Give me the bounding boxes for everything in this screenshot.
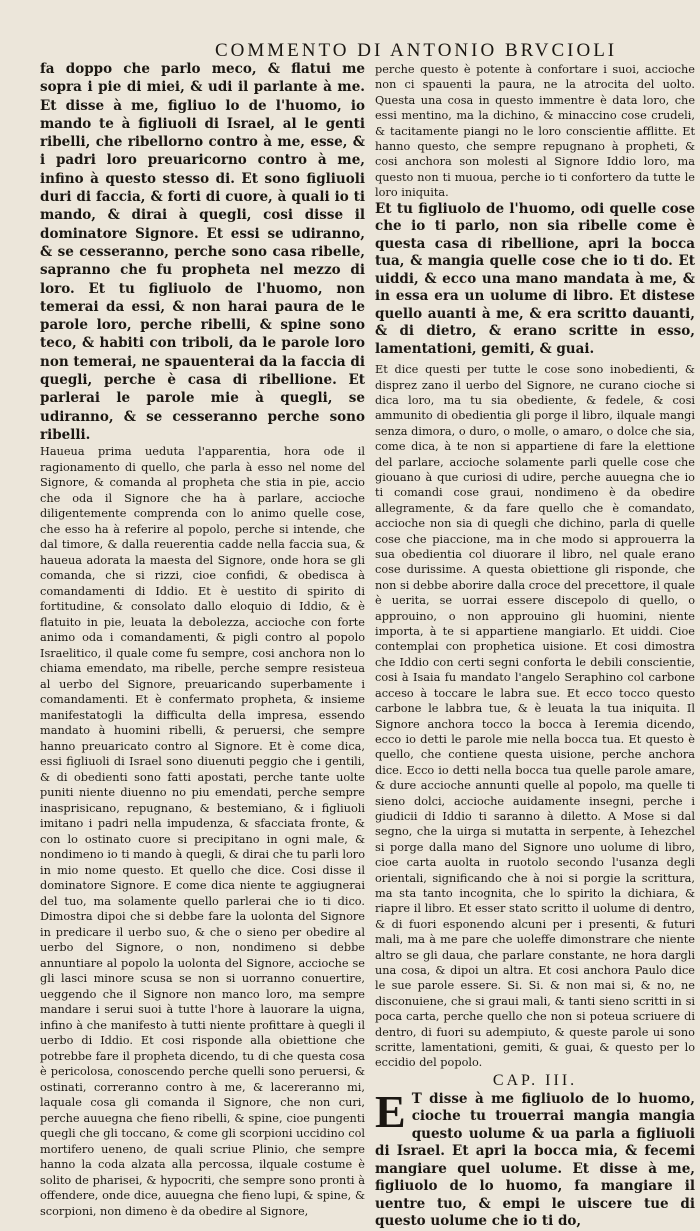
- running-head: COMMENTO DI ANTONIO BRVCIOLI: [215, 40, 618, 61]
- chapter-text: [375, 1085, 695, 1231]
- scripture-passage: fa doppo che parlo meco, & flatui me sopra i pie di miei, & udi il parlante à me. Et disse à me, figliuo lo de l'huomo, io mando te à figliuoli di Israel, al le genti ribelli, che ribellorno contro à me, esse, & i padri loro preuaricorno contro à me, infino à questo stesso di. Et sono figliuoli duri di faccia, & forti di cuore, à quali io ti mando, & dirai à quegli, cosi disse il dominatore Signore. Et essi se udiranno, & se cesseranno, perche sono casa ribelle, sapranno che fu propheta nel mezzo di loro. Et tu figliuolo de l'huomo, non temerai da essi, & non harai paura de le parole loro, perche ribelli, & spine sono teco, & habiti con triboli, da le parole loro non temerai, ne spauenterai da la faccia di quegli, perche è casa di ribellione. Et parlerai le parole mie à quegli, se udiranno, & se cesseranno perche sono ribelli.: [40, 61, 365, 443]
- chapter-heading: CAP. III.: [492, 1071, 578, 1089]
- drop-cap: E: [375, 1085, 406, 1137]
- commentary-passage: Et dice questi per tutte le cose sono inobedienti, & disprez zano il uerbo del Signore, ne curano cioche si dica loro, ma tu sia obediente, & fedele, & cosi ammunito di obedientia gli porge il libro, ilquale mangi senza dimora, o duro, o molle, o amaro, o dolce che sia, come dica, à te non si appartiene di fare la elettione del parlare, accioche solamente parli quelle cose che giouano à que curiosi di udire, perche auuegna che io ti comandi cose graui, nondimeno è da obedire allegramente, & da fare quello che è comandato, accioche non sia di quegli che dichino, parla di quelle cose che piaccione, ma in che modo si approuerra la sua obedientia col diuorare il libro, nel quale erano cose durissime. A questa obiettione gli risponde, che non si debbe aborire dalla croce del precettore, il quale è uerita, se uorrai essere discepolo di quello, o approuino, o non approuino gli huomini, niente importa, à te si appartiene mangiarlo. Et uiddi. Cioe contemplai con prophetica uisione. Et cosi dimostra che Iddio con certi segni conforta le debili conscientie, cosi à Isaia fu mandato l'angelo Seraphino col carbone acceso à toccare le labra sue. Et ecco tocco questo carbone le labbra tue, & è leuata la tua iniquita. Il Signore anchora tocco la bocca à Ieremia dicendo, ecco io detti le parole mie nella bocca tua. Et questo è quello, che contiene questa uisione, perche anchora dice. Ecco io detti nella bocca tua quelle parole amare, & dure accioche annunti quelle al popolo, ma quelle ti sieno dolci, accioche auidamente insegni, perche i giudicii di Iddio ti saranno à diletto. A Mose si dal segno, che la uirga si mutatta in serpente, à Iehezchel si porge dalla mano del Signore uno uolume di libro, cioe carta auolta in ruotolo secondo l'usanza degli orientali, significando che à noi si porgie la scrittura, ma sta tanto incognita, che lo spirito la dichiara, & riapre il libro. Et esser stato scritto il uolume di dentro, & di fuori esponendo alcuni per i presenti, & futuri mali, ma à me pare che uoleffe dimonstrare che niente altro se gli daua, che parlare constante, ne hora dargli una cosa, & dipoi un altra. Et cosi anchora Paulo dice le sue parole essere. Si. Si. & non mai si, & no, ne disconuiene, che si graui mali, & tanti sieno scritti in si poca carta, perche quello che non si poteua scriuere di dentro, di fuori su adempiuto, & queste parole ui sono scritte, lamentationi, gemiti, & guai, & questo per lo eccidio del popolo.: [375, 363, 695, 1070]
- left-column: [40, 60, 365, 1218]
- scripture-passage: Et tu figliuolo de l'huomo, odi quelle cose che io ti parlo, non sia ribelle come è questa casa di ribellione, apri la bocca tua, & mangia quelle cose che io ti do. Et uiddi, & ecco una mano mandata à me, & in essa era un uolume di libro. Et distese quello auanti à me, & era scritto dauanti, & di dietro, & erano scritte in esso, lamentationi, gemiti, & guai.: [375, 200, 695, 357]
- chapter-text-body: T disse à me figliuolo de lo huomo, cioche tu trouerrai mangia mangia questo uolume & ua parla a figliuoli di Israel. Et apri la bocca mia, & fecemi mangiare quel uolume. Et disse à me, figliuolo de lo huomo, fa mangiare il uentre tuo, & empi le uiscere tue di questo uolume che io ti do,: [375, 1090, 695, 1230]
- right-column: [375, 62, 695, 1230]
- commentary-continuation: perche questo è potente à confortare i suoi, accioche non ci spauenti la paura, ne la atrocita del uolto. Questa una cosa in questo immentre è data loro, che essi mentino, ma la dichino, & minaccino cose crudeli, & tacitamente piangi no le loro conscientie afflitte. Et hanno questo, che sempre repugnano à propheti, & cosi anchora son molesti al Signore Iddio loro, ma questo non ti muoua, perche io ti confortero da tutte le loro iniquita.: [375, 63, 695, 200]
- commentary-passage: Haueua prima ueduta l'apparentia, hora ode il ragionamento di quello, che parla à esso nel nome del Signore, & comanda al propheta che stia in pie, accio che oda il Signore che ha à parlare, accioche diligentemente comprenda con lo animo quelle cose, che esso ha à referire al popolo, perche si intende, che dal timore, & dalla reuerentia cadde nella faccia sua, & haueua adorata la maesta del Signore, onde hora se gli comanda, che si rizzi, cioe confidi, & obedisca à comandamenti di Iddio. Et è uestito di spirito di fortitudine, & consolato dallo eloquio di Iddio, & è flatuito in pie, leuata la debolezza, accioche con forte animo oda i comandamenti, & pigli contro al popolo Israelitico, il quale come fu sempre, cosi anchora non lo chiama emendato, ma ribelle, perche sempre resisteua al uerbo del Signore, preuaricando superbamente i comandamenti. Et è confermato propheta, & insieme manifestatogli la difficulta della impresa, essendo mandato à huomini ribelli, & peruersi, che sempre hanno preuaricato contro al Signore. Et è come dica, essi figliuoli di Israel sono diuenuti peggio che i gentili, & di obedienti sono fatti apostati, perche tante uolte puniti niente diuenno no piu emendati, perche sempre inasprisicano, repugnano, & bestemiano, & i figliuoli imitano i padri nella impudenza, & sfacciata fronte, & con lo ostinato cuore si precipitano in ogni male, & nondimeno io ti mando à quegli, & dirai che tu parli loro in mio nome questo. Et quello che dice. Cosi disse il dominatore Signore. E come dica niente te aggiugnerai del tuo, ma solamente quello parlerai che io ti dico. Dimostra dipoi che si debbe fare la uolonta del Signore in predicare il uerbo suo, & che o sieno per obedire al uerbo del Signore, o non, nondimeno si debbe annuntiare al popolo la uolonta del Signore, accioche se gli lasci minore scusa se non si uorranno conuertire, ueggendo che il Signore non manco loro, ma sempre mandare i serui suoi à tutte l'hore à lauorare la uigna, infino à che manifesto à tutti niente profittare à quegli il uerbo di Iddio. Et cosi risponde alla obiettione che potrebbe fare il propheta dicendo, tu di che questa cosa è pericolosa, conoscendo perche quelli sono peruersi, & ostinati, correranno contro à me, & lacereranno mi, laquale cosa gli comanda il Signore, che non curi, perche auuegna che fieno ribelli, & spine, cioe pungenti quegli che gli toccano, & come gli scorpioni uccidino col mortifero ueneno, de quali scriue Plinio, che sempre hanno la coda alzata alla percossa, ilquale costume è solito de pharisei, & hypocriti, che sempre sono pronti à offendere, onde dice, auuegna che fieno lupi, & spine, & scorpioni, non dimeno è da obedire al Signore,: [40, 445, 365, 1218]
